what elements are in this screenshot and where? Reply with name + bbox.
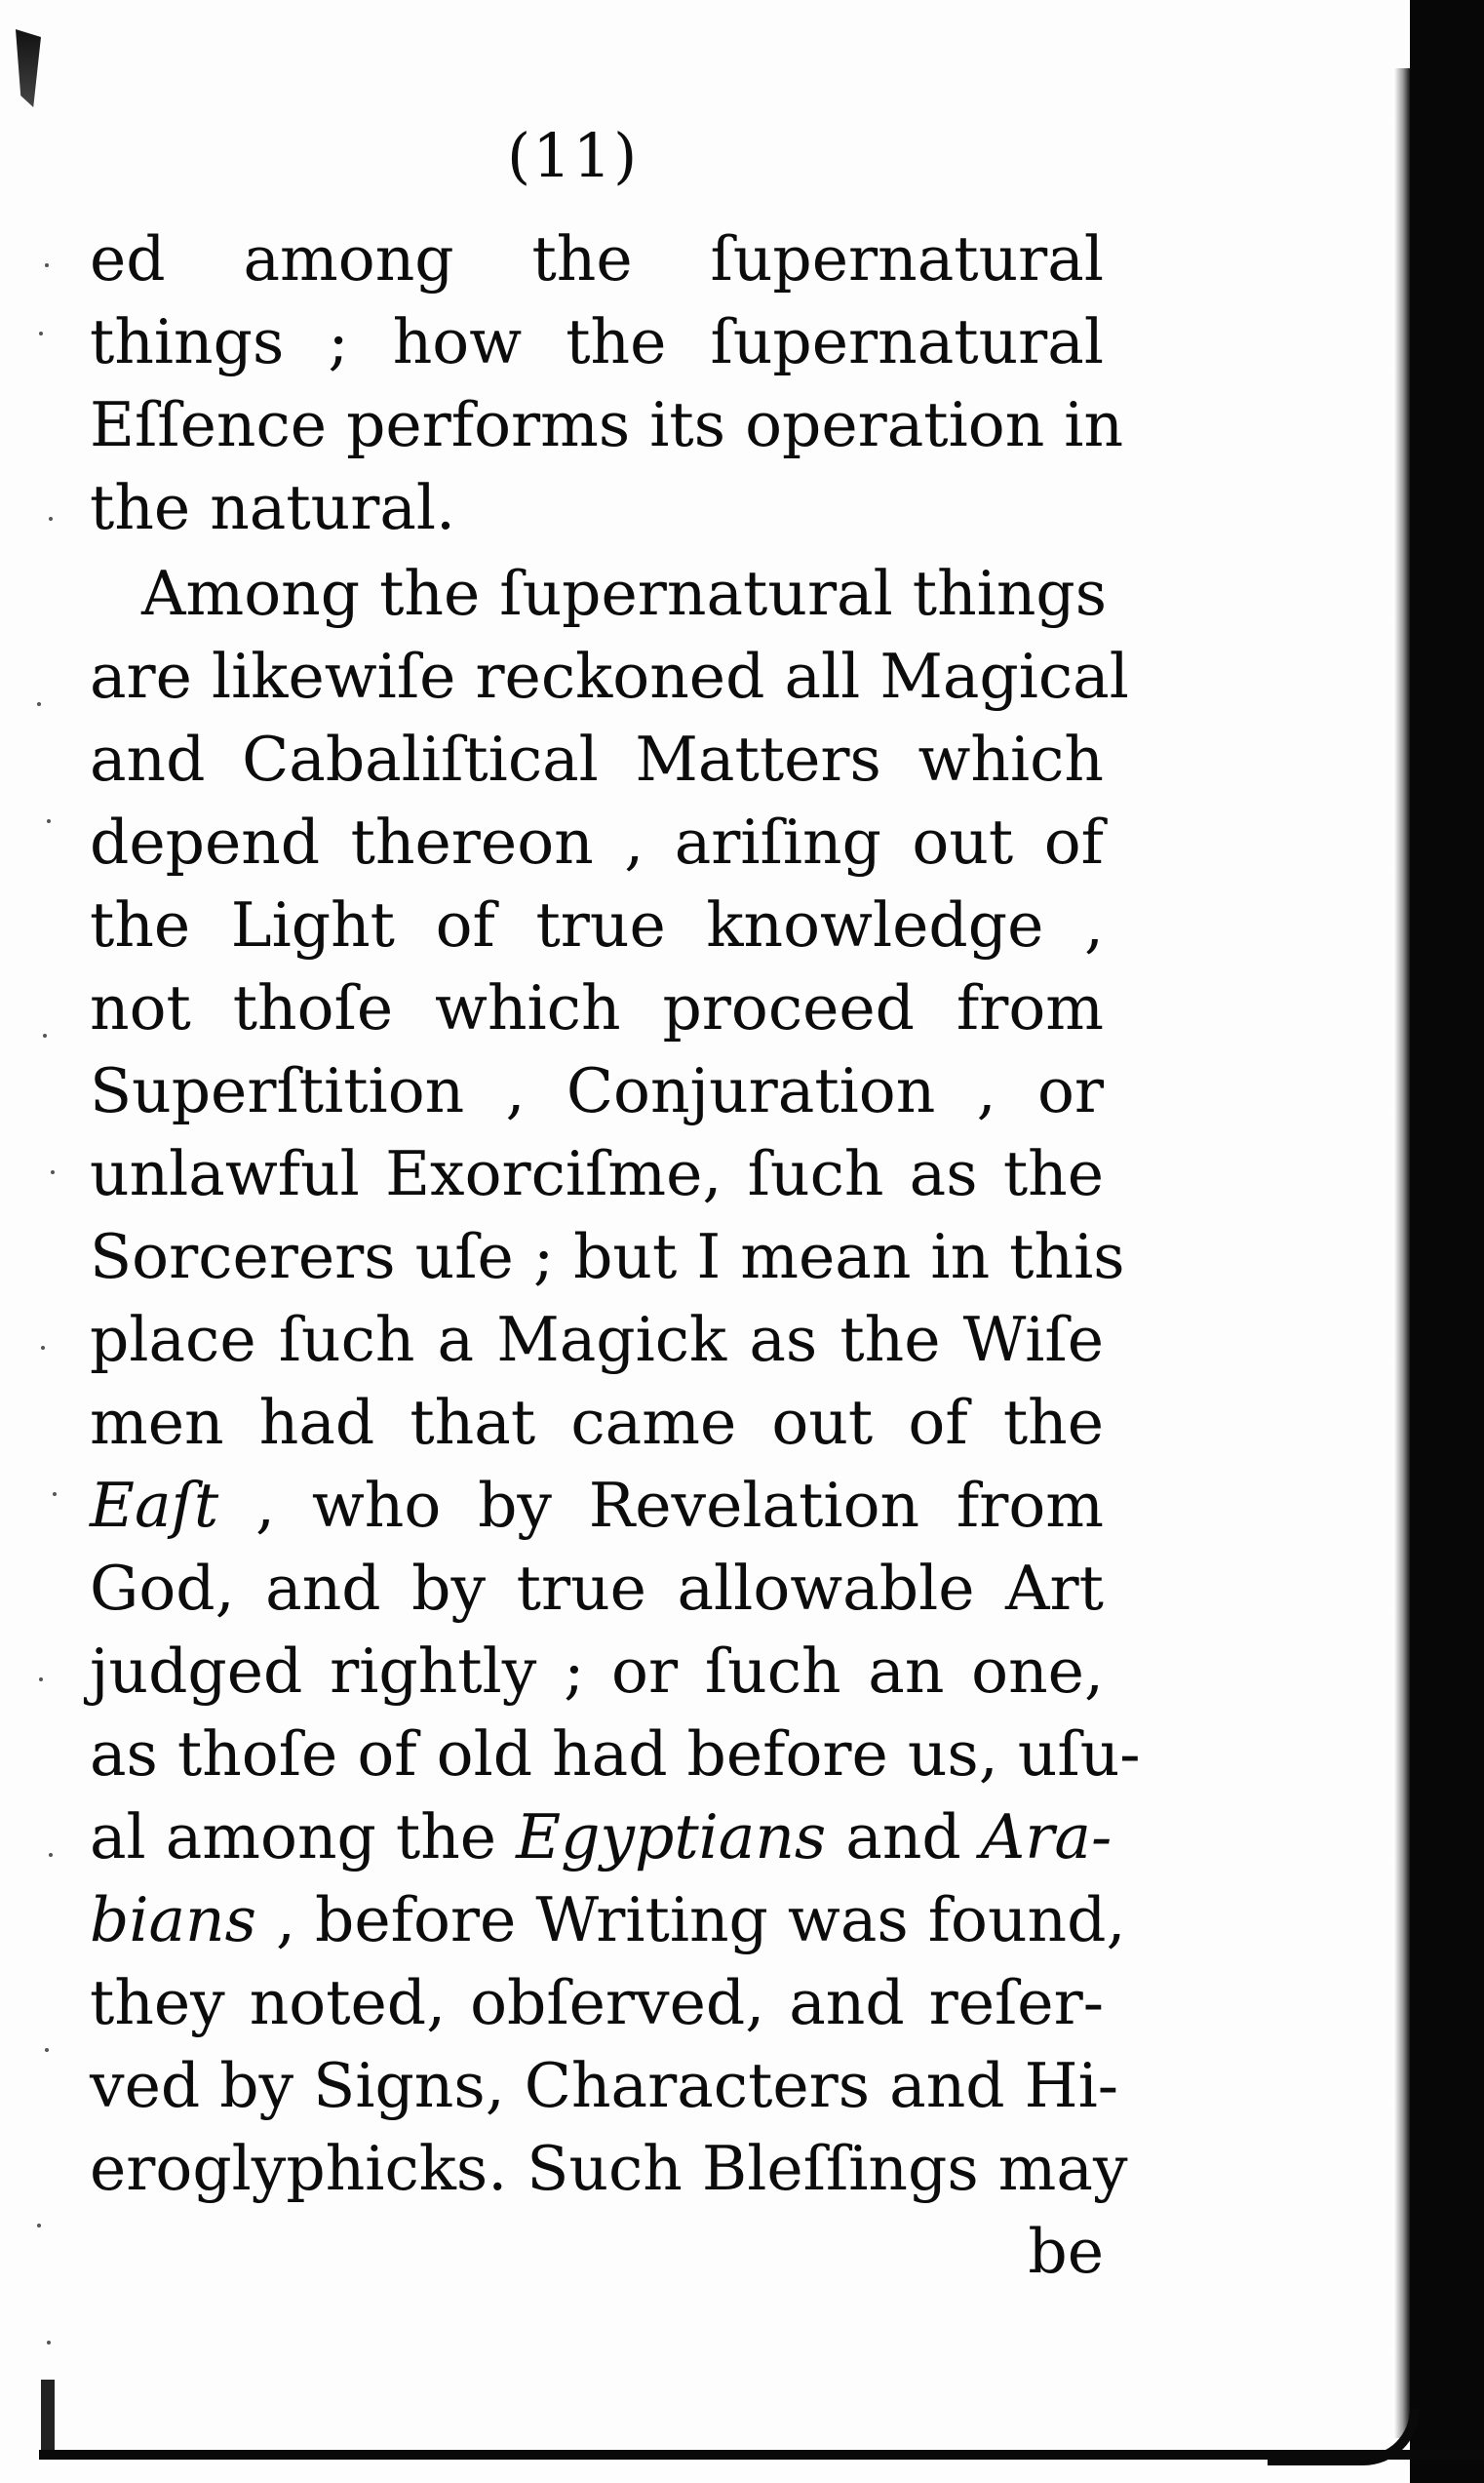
text-line: place ſuch a Magick as the Wiſe	[90, 1304, 1104, 1375]
text-line: ved by Signs, Characters and Hi-	[90, 2050, 1119, 2121]
italic-word: Egyptians	[516, 1801, 827, 1872]
text-line: they noted, obſerved, and reſer-	[90, 1967, 1104, 2038]
catchword: be	[1028, 2216, 1104, 2287]
text-line: and Cabaliſtical Matters which	[90, 724, 1104, 795]
italic-word: Ara-	[980, 1801, 1113, 1872]
text-segment: , who by Revelation from	[218, 1470, 1104, 1541]
text-line: Superſtition , Conjuration , or	[90, 1055, 1104, 1126]
text-line: Sorcerers uſe ; but I mean in this	[90, 1221, 1125, 1292]
text-line: ed among the ſupernatural	[90, 223, 1104, 295]
text-segment: and	[826, 1801, 981, 1872]
text-line: God, and by true allowable Art	[90, 1553, 1104, 1624]
text-line	[90, 1801, 1113, 1872]
text-segment: , before Writing was found,	[255, 1884, 1126, 1955]
text-segment: al among the	[90, 1801, 517, 1872]
text-line: men had that came out of the	[90, 1387, 1104, 1458]
text-line: as thoſe of old had before us, uſu-	[90, 1718, 1141, 1790]
text-line: eroglyphicks. Such Bleſſings may	[90, 2133, 1128, 2204]
page-number: (11)	[507, 120, 640, 191]
italic-word: bians	[90, 1884, 256, 1955]
text-line: are likewiſe reckoned all Magical	[90, 641, 1129, 712]
text-line	[90, 1471, 1104, 1541]
text-line: judged rightly ; or ſuch an one,	[90, 1636, 1104, 1707]
text-line	[90, 1884, 1126, 1955]
text-line: the natural.	[90, 472, 456, 543]
text-line: the Light of true knowledge ,	[90, 889, 1104, 961]
italic-word: Eaſt	[90, 1470, 219, 1541]
text-line: things ; how the ſupernatural	[90, 306, 1104, 377]
text-line: depend thereon , ariſing out of	[90, 807, 1104, 878]
text-line: Eſſence performs its operation in	[90, 389, 1124, 460]
text-line: unlawful Exorciſme, ſuch as the	[90, 1138, 1104, 1209]
text-line: not thoſe which proceed from	[90, 972, 1104, 1044]
text-line: Among the ſupernatural things	[141, 558, 1108, 629]
